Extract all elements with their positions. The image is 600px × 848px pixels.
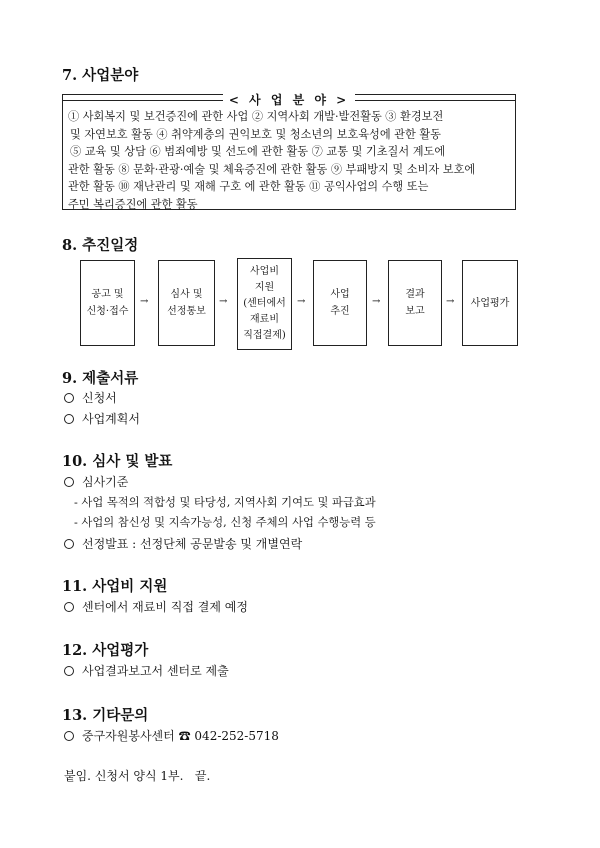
circle-bullet-icon — [64, 393, 74, 403]
section-7-heading: 7. 사업분야 — [62, 67, 139, 84]
list-item: 심사기준 — [64, 473, 128, 490]
arrow-icon: → — [297, 296, 306, 307]
field-line: 관한 활동 ⑧ 문화·관광·예술 및 체육증진에 관한 활동 ⑨ 부패방지 및 소비자 보호에 — [68, 162, 476, 176]
business-field-title: < 사 업 분 야 > — [62, 91, 516, 108]
phone-number: 042-252-5718 — [194, 729, 279, 743]
section-8-heading: 8. 추진일정 — [62, 237, 139, 254]
circle-bullet-icon — [64, 602, 74, 612]
section-9-heading: 9. 제출서류 — [62, 370, 139, 387]
list-item: 선정발표 : 선정단체 공문발송 및 개별연락 — [64, 535, 302, 552]
list-item: 신청서 — [64, 389, 117, 406]
step-execution: 사업 추진 — [313, 260, 367, 346]
step-evaluation: 사업평가 — [462, 260, 518, 346]
step-report: 결과 보고 — [388, 260, 442, 346]
step-review: 심사 및 선정통보 — [158, 260, 215, 346]
field-line: ① 사회복지 및 보건증진에 관한 사업 ② 지역사회 개발·발전활동 ③ 환경보전 — [68, 110, 444, 123]
circle-bullet-icon — [64, 731, 74, 741]
phone-icon: ☎ — [178, 729, 191, 743]
arrow-icon: → — [219, 296, 228, 307]
list-item: 사업결과보고서 센터로 제출 — [64, 662, 229, 679]
step-funding: 사업비 지원 (센터에서 재료비 직접결제) — [237, 258, 292, 350]
section-12-heading: 12. 사업평가 — [62, 642, 149, 659]
criteria-line: - 사업 목적의 적합성 및 타당성, 지역사회 기여도 및 파급효과 — [74, 496, 376, 509]
circle-bullet-icon — [64, 666, 74, 676]
circle-bullet-icon — [64, 477, 74, 487]
arrow-icon: → — [446, 296, 455, 307]
section-11-heading: 11. 사업비 지원 — [62, 578, 168, 595]
arrow-icon: → — [372, 296, 381, 307]
field-line: 주민 복리증진에 관한 활동 — [68, 197, 198, 211]
arrow-icon: → — [140, 296, 149, 307]
list-item: 사업계획서 — [64, 410, 140, 427]
section-13-heading: 13. 기타문의 — [62, 707, 149, 724]
circle-bullet-icon — [64, 414, 74, 424]
list-item: 센터에서 재료비 직접 결제 예정 — [64, 598, 248, 615]
section-10-heading: 10. 심사 및 발표 — [62, 453, 173, 470]
field-line: 및 자연보호 활동 ④ 취약계층의 권익보호 및 청소년의 보호육성에 관한 활동 — [70, 127, 441, 141]
step-application: 공고 및 신청·접수 — [80, 260, 135, 346]
attachment-note: 붙임. 신청서 양식 1부. 끝. — [64, 769, 211, 783]
business-field-text — [68, 108, 512, 214]
contact-line: 중구자원봉사센터 ☎ 042-252-5718 — [64, 727, 279, 744]
field-line: 관한 활동 ⑩ 재난관리 및 재해 구호 에 관한 활동 ⑪ 공익사업의 수행 또는 — [68, 180, 429, 194]
field-line: ⑤ 교육 및 상담 ⑥ 범죄예방 및 선도에 관한 활동 ⑦ 교통 및 기초질서 계도에 — [70, 145, 446, 159]
circle-bullet-icon — [64, 539, 74, 549]
criteria-line: - 사업의 참신성 및 지속가능성, 신청 주체의 사업 수행능력 등 — [74, 516, 376, 529]
